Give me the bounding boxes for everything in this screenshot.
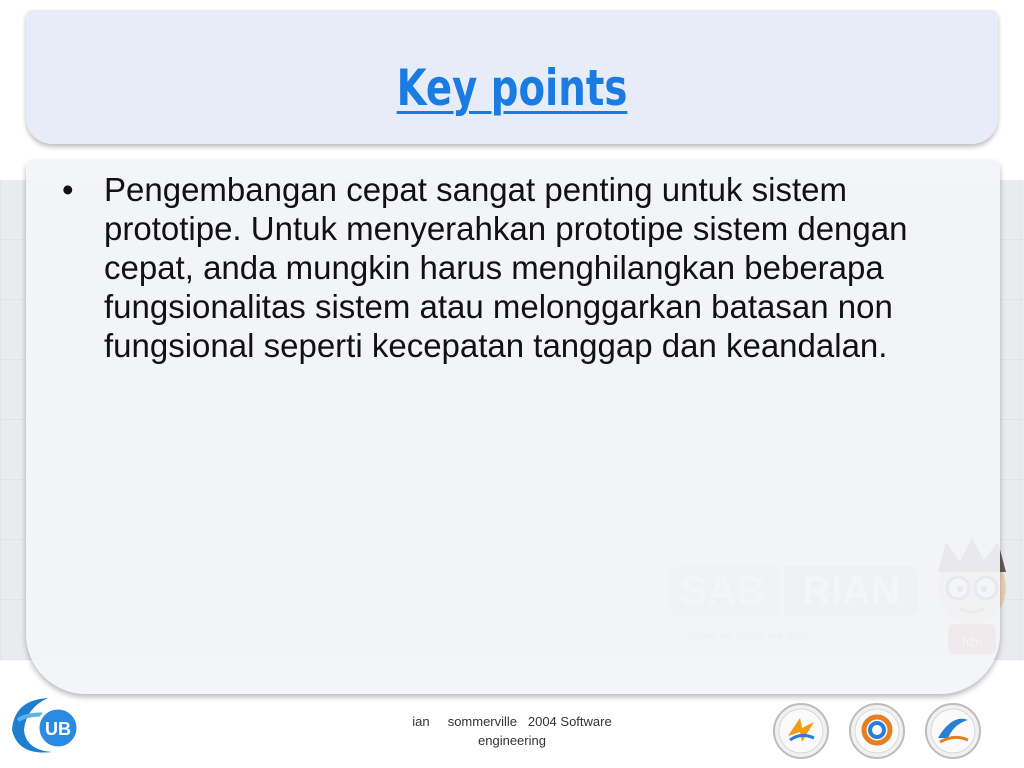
content-box (26, 160, 1000, 694)
slide-title: Key points (396, 59, 628, 117)
sistem-informasi-badge-icon (924, 702, 982, 760)
bullet-text: Pengembangan cepat sangat penting untuk sistem prototipe. Untuk menyerahkan prototipe sistem dengan cepat, anda mungkin harus menghilangkan beberapa fungsionalitas sistem atau melonggarkan batasan non fungsional seperti kecepatan tanggap dan keandalan. (104, 171, 908, 364)
ub-logo-text: UB (45, 719, 71, 739)
bullet-list (56, 170, 976, 365)
title-box (26, 10, 998, 144)
teknik-komputer-badge-icon (848, 702, 906, 760)
ub-logo-icon (4, 690, 86, 760)
footer-credit (370, 712, 654, 750)
footer-line-2: engineering (478, 733, 546, 748)
bullet-item (56, 170, 976, 365)
informatika-badge-icon (772, 702, 830, 760)
footer-line-1: ian sommerville 2004 Software (412, 714, 612, 729)
bullet-marker: • (62, 171, 74, 208)
